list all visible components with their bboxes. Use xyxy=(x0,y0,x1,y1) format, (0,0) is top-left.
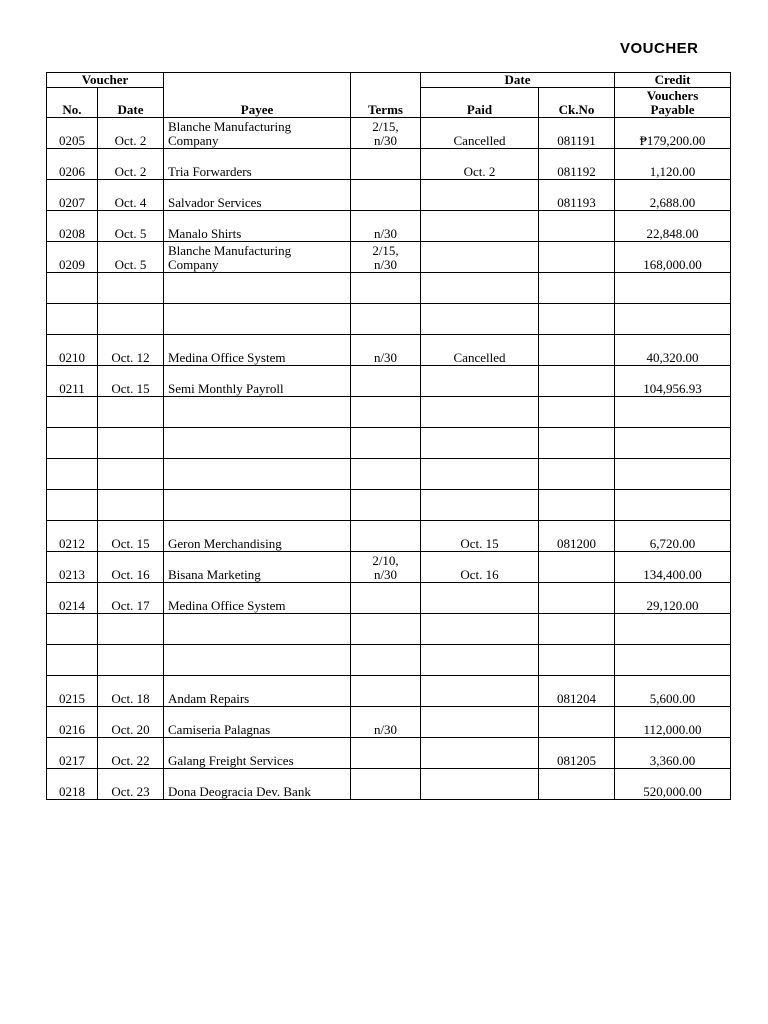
cell-payee xyxy=(164,769,351,800)
cell-ckno: 081191 xyxy=(539,118,615,149)
table-row xyxy=(47,676,731,707)
header-payee: Payee xyxy=(164,88,351,118)
cell-ckno xyxy=(539,211,615,242)
header-paid: Paid xyxy=(421,88,539,118)
cell-payee-line: Manalo Shirts xyxy=(168,226,242,241)
cell-payee xyxy=(164,707,351,738)
table-row xyxy=(47,645,731,676)
cell-terms-line: n/30 xyxy=(373,133,398,148)
header-date-group: Date xyxy=(421,73,615,88)
cell-terms xyxy=(351,397,421,428)
cell-payee xyxy=(164,428,351,459)
cell-ckno xyxy=(539,397,615,428)
cell-terms-line: 2/15, xyxy=(372,119,399,134)
cell-payee xyxy=(164,335,351,366)
cell-paid xyxy=(421,428,539,459)
cell-payee xyxy=(164,118,351,149)
cell-amount: 3,360.00 xyxy=(615,738,731,769)
cell-ckno: 081192 xyxy=(539,149,615,180)
cell-no: 0218 xyxy=(47,769,98,800)
cell-paid xyxy=(421,583,539,614)
cell-date: Oct. 23 xyxy=(98,769,164,800)
cell-terms xyxy=(351,707,421,738)
header-credit-group: Credit xyxy=(615,73,731,88)
cell-ckno xyxy=(539,490,615,521)
cell-date: Oct. 20 xyxy=(98,707,164,738)
cell-ckno xyxy=(539,583,615,614)
cell-amount: 5,600.00 xyxy=(615,676,731,707)
cell-amount xyxy=(615,304,731,335)
cell-date: Oct. 18 xyxy=(98,676,164,707)
cell-payee-line: Company xyxy=(168,257,219,272)
cell-terms-line: n/30 xyxy=(373,722,398,737)
cell-no: 0211 xyxy=(47,366,98,397)
cell-amount: 29,120.00 xyxy=(615,583,731,614)
cell-date: Oct. 12 xyxy=(98,335,164,366)
cell-no xyxy=(47,645,98,676)
cell-terms xyxy=(351,521,421,552)
cell-date: Oct. 15 xyxy=(98,521,164,552)
cell-payee-line: Tria Forwarders xyxy=(168,164,252,179)
cell-no: 0206 xyxy=(47,149,98,180)
page-title: VOUCHER xyxy=(620,40,699,57)
cell-payee-line: Company xyxy=(168,133,219,148)
cell-ckno: 081200 xyxy=(539,521,615,552)
cell-terms xyxy=(351,583,421,614)
cell-date: Oct. 22 xyxy=(98,738,164,769)
cell-amount: 520,000.00 xyxy=(615,769,731,800)
cell-amount xyxy=(615,645,731,676)
cell-paid xyxy=(421,459,539,490)
cell-paid xyxy=(421,614,539,645)
cell-terms xyxy=(351,490,421,521)
cell-date: Oct. 17 xyxy=(98,583,164,614)
cell-amount xyxy=(615,490,731,521)
cell-payee xyxy=(164,273,351,304)
cell-payee xyxy=(164,180,351,211)
cell-terms xyxy=(351,242,421,273)
cell-date: Oct. 5 xyxy=(98,242,164,273)
cell-ckno xyxy=(539,304,615,335)
cell-ckno: 081205 xyxy=(539,738,615,769)
header-date: Date xyxy=(98,88,164,118)
cell-terms-line: n/30 xyxy=(373,226,398,241)
cell-payee xyxy=(164,738,351,769)
cell-paid xyxy=(421,180,539,211)
cell-date xyxy=(98,614,164,645)
cell-date: Oct. 16 xyxy=(98,552,164,583)
table-row xyxy=(47,583,731,614)
cell-no xyxy=(47,614,98,645)
header-vouchers-payable-line1: Vouchers xyxy=(646,88,699,103)
table-row xyxy=(47,769,731,800)
cell-payee-line: Camiseria Palagnas xyxy=(168,722,271,737)
cell-paid xyxy=(421,211,539,242)
cell-no xyxy=(47,459,98,490)
cell-paid: Cancelled xyxy=(421,118,539,149)
cell-terms-line: n/30 xyxy=(373,350,398,365)
cell-no: 0212 xyxy=(47,521,98,552)
cell-amount xyxy=(615,273,731,304)
cell-ckno xyxy=(539,645,615,676)
cell-terms xyxy=(351,211,421,242)
header-terms: Terms xyxy=(351,88,421,118)
cell-date: Oct. 4 xyxy=(98,180,164,211)
cell-terms xyxy=(351,149,421,180)
table-row xyxy=(47,118,731,149)
cell-amount: 104,956.93 xyxy=(615,366,731,397)
table-row xyxy=(47,366,731,397)
cell-ckno xyxy=(539,614,615,645)
cell-paid xyxy=(421,769,539,800)
cell-no xyxy=(47,304,98,335)
cell-paid xyxy=(421,738,539,769)
cell-no xyxy=(47,397,98,428)
cell-payee xyxy=(164,676,351,707)
cell-terms-line: n/30 xyxy=(373,257,398,272)
table-row xyxy=(47,273,731,304)
cell-terms xyxy=(351,738,421,769)
cell-amount xyxy=(615,614,731,645)
cell-payee-line: Geron Merchandising xyxy=(168,536,282,551)
cell-amount xyxy=(615,459,731,490)
cell-payee-line: Andam Repairs xyxy=(168,691,250,706)
cell-paid xyxy=(421,304,539,335)
cell-no: 0214 xyxy=(47,583,98,614)
cell-paid xyxy=(421,707,539,738)
cell-paid xyxy=(421,676,539,707)
cell-payee-line: Salvador Services xyxy=(168,195,262,210)
table-row xyxy=(47,459,731,490)
cell-paid xyxy=(421,242,539,273)
cell-payee xyxy=(164,459,351,490)
header-column-row xyxy=(47,88,731,118)
cell-amount: 2,688.00 xyxy=(615,180,731,211)
cell-no xyxy=(47,490,98,521)
cell-terms xyxy=(351,428,421,459)
header-vouchers-payable-line2: Payable xyxy=(650,102,695,117)
cell-no: 0217 xyxy=(47,738,98,769)
table-row xyxy=(47,180,731,211)
table-row xyxy=(47,242,731,273)
cell-terms-line: n/30 xyxy=(373,567,398,582)
cell-terms xyxy=(351,769,421,800)
cell-date xyxy=(98,459,164,490)
cell-payee-line: Semi Monthly Payroll xyxy=(168,381,284,396)
table-row xyxy=(47,490,731,521)
cell-ckno: 081193 xyxy=(539,180,615,211)
cell-payee xyxy=(164,149,351,180)
table-row xyxy=(47,149,731,180)
cell-payee xyxy=(164,490,351,521)
cell-date: Oct. 2 xyxy=(98,118,164,149)
cell-terms xyxy=(351,118,421,149)
header-voucher-group: Voucher xyxy=(47,73,164,88)
cell-payee-line: Blanche Manufacturing xyxy=(168,243,292,258)
table-row xyxy=(47,428,731,459)
cell-terms-line: 2/15, xyxy=(372,243,399,258)
cell-payee xyxy=(164,614,351,645)
cell-no: 0205 xyxy=(47,118,98,149)
table-row xyxy=(47,738,731,769)
cell-paid: Oct. 2 xyxy=(421,149,539,180)
table-row xyxy=(47,614,731,645)
header-ckno: Ck.No xyxy=(539,88,615,118)
cell-amount: 22,848.00 xyxy=(615,211,731,242)
cell-date xyxy=(98,645,164,676)
cell-payee-line: Dona Deogracia Dev. Bank xyxy=(168,784,311,799)
cell-terms xyxy=(351,459,421,490)
cell-payee xyxy=(164,397,351,428)
cell-no: 0209 xyxy=(47,242,98,273)
cell-terms xyxy=(351,273,421,304)
cell-terms xyxy=(351,645,421,676)
cell-paid: Cancelled xyxy=(421,335,539,366)
cell-amount: 134,400.00 xyxy=(615,552,731,583)
cell-amount: 168,000.00 xyxy=(615,242,731,273)
table-row xyxy=(47,552,731,583)
cell-date xyxy=(98,273,164,304)
cell-no xyxy=(47,428,98,459)
cell-terms xyxy=(351,335,421,366)
cell-no: 0215 xyxy=(47,676,98,707)
cell-amount xyxy=(615,397,731,428)
cell-ckno xyxy=(539,366,615,397)
header-vouchers-payable xyxy=(615,88,731,118)
cell-terms xyxy=(351,180,421,211)
cell-paid xyxy=(421,397,539,428)
cell-terms xyxy=(351,676,421,707)
cell-payee xyxy=(164,521,351,552)
cell-date xyxy=(98,428,164,459)
cell-payee-line: Medina Office System xyxy=(168,350,286,365)
cell-no: 0210 xyxy=(47,335,98,366)
cell-amount: 112,000.00 xyxy=(615,707,731,738)
cell-ckno xyxy=(539,459,615,490)
cell-no: 0213 xyxy=(47,552,98,583)
cell-paid xyxy=(421,273,539,304)
table-row xyxy=(47,211,731,242)
cell-ckno xyxy=(539,707,615,738)
header-group-row xyxy=(47,73,731,88)
table-row xyxy=(47,335,731,366)
cell-date xyxy=(98,490,164,521)
cell-paid: Oct. 15 xyxy=(421,521,539,552)
cell-payee-line: Medina Office System xyxy=(168,598,286,613)
cell-date: Oct. 5 xyxy=(98,211,164,242)
cell-no: 0207 xyxy=(47,180,98,211)
cell-paid xyxy=(421,490,539,521)
cell-payee xyxy=(164,366,351,397)
cell-ckno xyxy=(539,273,615,304)
cell-ckno xyxy=(539,552,615,583)
cell-date: Oct. 2 xyxy=(98,149,164,180)
cell-paid xyxy=(421,645,539,676)
table-row xyxy=(47,304,731,335)
cell-payee xyxy=(164,583,351,614)
cell-ckno xyxy=(539,428,615,459)
cell-date xyxy=(98,397,164,428)
cell-ckno: 081204 xyxy=(539,676,615,707)
table-row xyxy=(47,397,731,428)
cell-payee xyxy=(164,552,351,583)
cell-amount xyxy=(615,428,731,459)
cell-no: 0216 xyxy=(47,707,98,738)
header-no: No. xyxy=(47,88,98,118)
cell-payee-line: Bisana Marketing xyxy=(168,567,261,582)
cell-payee-line: Galang Freight Services xyxy=(168,753,294,768)
cell-amount: 6,720.00 xyxy=(615,521,731,552)
cell-ckno xyxy=(539,242,615,273)
cell-payee xyxy=(164,211,351,242)
cell-ckno xyxy=(539,335,615,366)
cell-terms xyxy=(351,552,421,583)
cell-terms xyxy=(351,304,421,335)
cell-terms xyxy=(351,614,421,645)
cell-amount: 40,320.00 xyxy=(615,335,731,366)
cell-no: 0208 xyxy=(47,211,98,242)
cell-terms-line: 2/10, xyxy=(372,553,399,568)
cell-payee xyxy=(164,242,351,273)
cell-date: Oct. 15 xyxy=(98,366,164,397)
cell-payee xyxy=(164,304,351,335)
header-payee-top xyxy=(164,73,351,88)
cell-payee xyxy=(164,645,351,676)
cell-paid: Oct. 16 xyxy=(421,552,539,583)
header-terms-top xyxy=(351,73,421,88)
cell-date xyxy=(98,304,164,335)
cell-ckno xyxy=(539,769,615,800)
cell-amount: ₱179,200.00 xyxy=(615,118,731,149)
table-row xyxy=(47,707,731,738)
cell-terms xyxy=(351,366,421,397)
cell-payee-line: Blanche Manufacturing xyxy=(168,119,292,134)
cell-paid xyxy=(421,366,539,397)
cell-amount: 1,120.00 xyxy=(615,149,731,180)
cell-no xyxy=(47,273,98,304)
table-row xyxy=(47,521,731,552)
voucher-register-table xyxy=(46,72,731,800)
voucher-rows xyxy=(47,118,731,800)
